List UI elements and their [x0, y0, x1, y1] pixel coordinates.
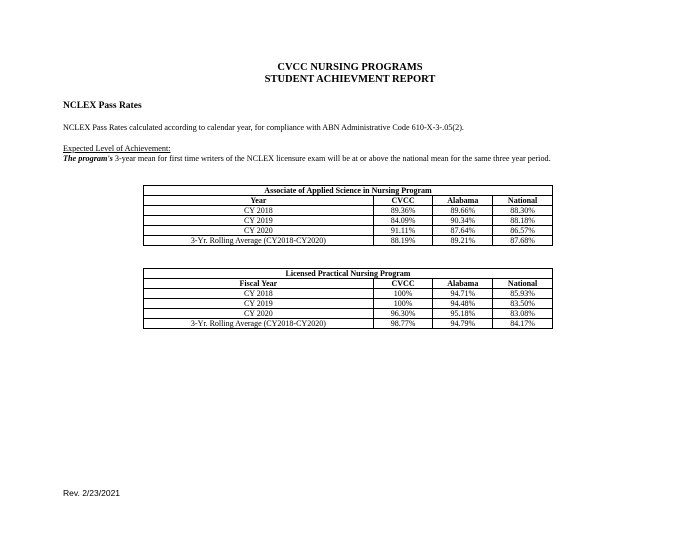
section-heading: NCLEX Pass Rates [63, 101, 142, 111]
alabama-rate: 94.79% [433, 319, 493, 329]
table-header-row [144, 279, 553, 289]
column-header: Alabama [433, 196, 493, 206]
row-label: CY 2020 [144, 226, 374, 236]
table-caption-row [144, 186, 553, 196]
expected-level-label: Expected Level of Achievement: [63, 144, 171, 153]
table-caption: Associate of Applied Science in Nursing Program [144, 186, 553, 196]
alabama-rate: 87.64% [433, 226, 493, 236]
revision-date: Rev. 2/23/2021 [63, 488, 121, 498]
national-rate: 85.93% [493, 289, 553, 299]
intro-text: NCLEX Pass Rates calculated according to calendar year, for compliance with ABN Administrative Code 610-X-3-.05(2). [63, 123, 464, 132]
cvcc-rate: 91.11% [373, 226, 433, 236]
table-row [144, 319, 553, 329]
cvcc-rate: 89.36% [373, 206, 433, 216]
table-row [144, 299, 553, 309]
row-label: 3-Yr. Rolling Average (CY2018-CY2020) [144, 236, 374, 246]
table-row [144, 226, 553, 236]
cvcc-rate: 98.77% [373, 319, 433, 329]
alabama-rate: 90.34% [433, 216, 493, 226]
national-rate: 84.17% [493, 319, 553, 329]
alabama-rate: 94.71% [433, 289, 493, 299]
table-row [144, 236, 553, 246]
table-row [144, 309, 553, 319]
row-label: 3-Yr. Rolling Average (CY2018-CY2020) [144, 319, 374, 329]
lpn-pass-rate-table [143, 268, 553, 329]
national-rate: 88.18% [493, 216, 553, 226]
table-row [144, 289, 553, 299]
column-header: CVCC [373, 196, 433, 206]
national-rate: 83.08% [493, 309, 553, 319]
cvcc-rate: 96.30% [373, 309, 433, 319]
column-header: Fiscal Year [144, 279, 374, 289]
alabama-rate: 89.21% [433, 236, 493, 246]
table-caption: Licensed Practical Nursing Program [144, 269, 553, 279]
cvcc-rate: 88.19% [373, 236, 433, 246]
column-header: Year [144, 196, 374, 206]
national-rate: 88.30% [493, 206, 553, 216]
national-rate: 86.57% [493, 226, 553, 236]
report-subtitle: STUDENT ACHIEVMENT REPORT [264, 74, 436, 85]
expected-level-text [63, 154, 551, 164]
report-title: CVCC NURSING PROGRAMS [277, 62, 423, 73]
column-header: Alabama [433, 279, 493, 289]
row-label: CY 2018 [144, 206, 374, 216]
row-label: CY 2020 [144, 309, 374, 319]
cvcc-rate: 100% [373, 299, 433, 309]
row-label: CY 2019 [144, 216, 374, 226]
alabama-rate: 95.18% [433, 309, 493, 319]
column-header: CVCC [373, 279, 433, 289]
table-caption-row [144, 269, 553, 279]
table-row [144, 206, 553, 216]
adn-pass-rate-table [143, 185, 553, 246]
table-header-row [144, 196, 553, 206]
cvcc-rate: 84.09% [373, 216, 433, 226]
national-rate: 87.68% [493, 236, 553, 246]
table-row [144, 216, 553, 226]
expected-level-lead: The program's [63, 154, 113, 163]
cvcc-rate: 100% [373, 289, 433, 299]
expected-level-rest: 3-year mean for first time writers of the NCLEX licensure exam will be at or above the national mean for the same three year period. [112, 154, 551, 163]
alabama-rate: 94.48% [433, 299, 493, 309]
national-rate: 83.50% [493, 299, 553, 309]
column-header: National [493, 196, 553, 206]
alabama-rate: 89.66% [433, 206, 493, 216]
row-label: CY 2018 [144, 289, 374, 299]
row-label: CY 2019 [144, 299, 374, 309]
column-header: National [493, 279, 553, 289]
